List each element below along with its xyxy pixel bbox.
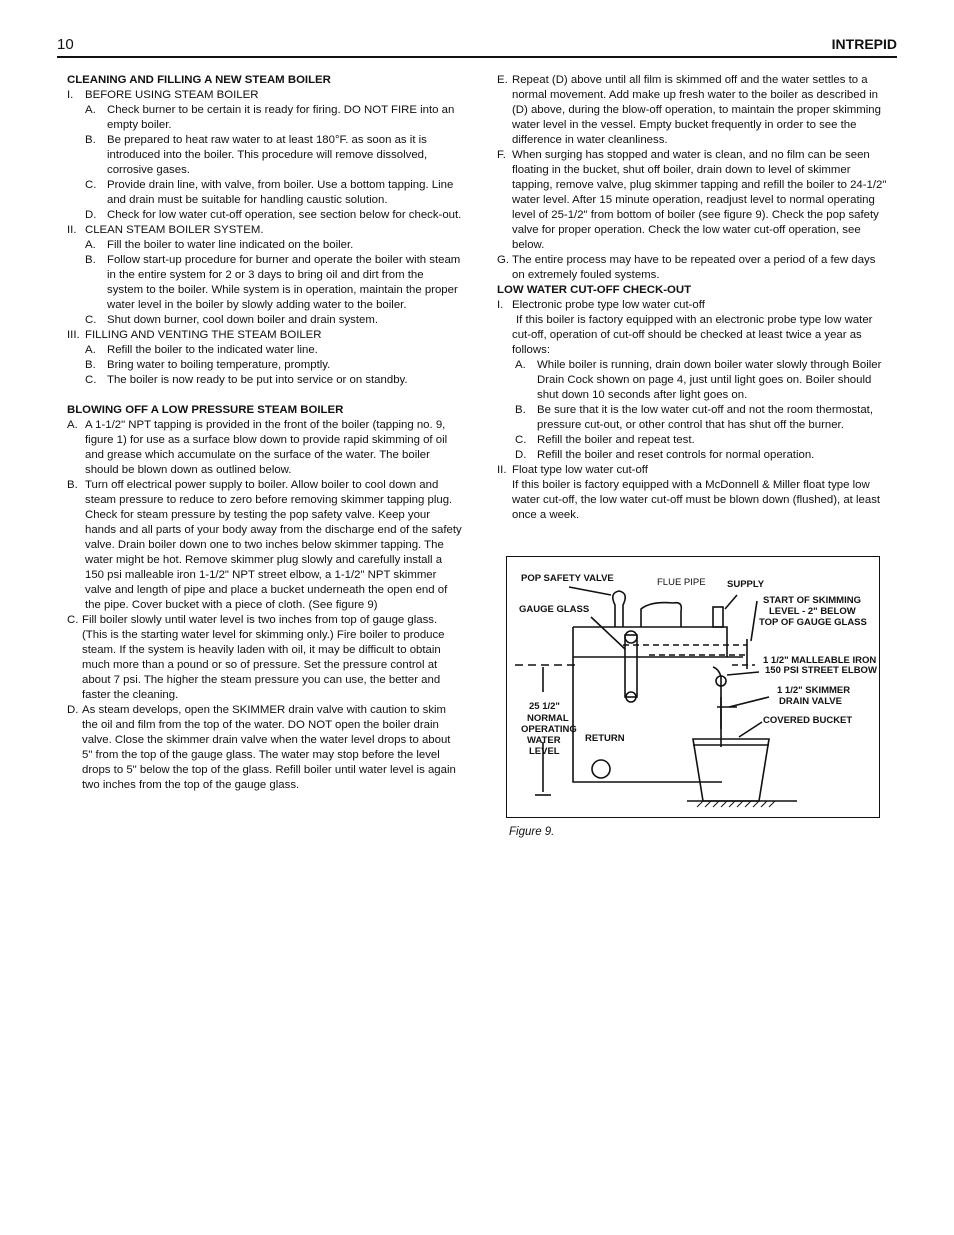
label-level-2: NORMAL	[527, 713, 569, 724]
gauge-glass-top	[625, 631, 637, 643]
spacer	[67, 388, 462, 403]
list-text: When surging has stopped and water is clean, and no film can be seen floating in the bucket, shut off boiler, drain down to level of skimmer tapping, remove valve, plug skimmer tapping and refill the boiler to 24-1/2" water level. After 15 minute operation, readjust level to normal operating level of 25-1/2" from bottom of boiler (see figure 9). Check the pop safety valve for proper operation. Check the low water cut-off operation, see below.	[512, 149, 887, 251]
list-text: Check burner to be certain it is ready for firing. DO NOT FIRE into an empty boiler.	[107, 104, 455, 131]
list-marker: B.	[85, 134, 96, 146]
list-text: Be prepared to heat raw water to at least 180°F. as soon as it is introduced into the boiler. This procedure will remove dissolved, corrosive gases.	[107, 134, 428, 176]
list-text: Refill the boiler to the indicated water line.	[107, 344, 318, 356]
list-marker: D.	[515, 449, 527, 461]
list-text: Refill the boiler and repeat test.	[537, 434, 695, 446]
list-item	[67, 313, 462, 328]
list-item	[67, 223, 462, 238]
section-heading-cleaning: CLEANING AND FILLING A NEW STEAM BOILER	[67, 74, 331, 86]
list-text: Float type low water cut-off	[512, 464, 648, 476]
list-text: Shut down burner, cool down boiler and drain system.	[107, 314, 378, 326]
right-column	[497, 73, 889, 523]
label-valve-1: 1 1/2" SKIMMER	[777, 685, 851, 696]
label-valve-2: DRAIN VALVE	[779, 696, 842, 707]
list-item	[497, 403, 889, 433]
page-header	[57, 36, 897, 58]
list-item	[497, 433, 889, 448]
leader-bucket	[739, 722, 762, 737]
list-item	[497, 448, 889, 463]
list-text: As steam develops, open the SKIMMER drain valve with caution to skim the oil and film from the top of the water. DO NOT open the boiler drain valve. Close the skimmer drain valve when the water level drops to about 5" from the top of the gauge glass. The water may stop before the level drops to 5" below the top of the glass. Refill boiler until water level is again two inches from the top of the gauge glass.	[82, 704, 456, 791]
list-marker: A.	[85, 344, 96, 356]
label-level-5: LEVEL	[529, 746, 560, 757]
list-marker: D.	[67, 704, 79, 716]
leader-safety-valve	[569, 587, 611, 595]
page-number: 10	[57, 36, 74, 53]
list-text: CLEAN STEAM BOILER SYSTEM.	[85, 224, 264, 236]
label-elbow-2: 150 PSI STREET ELBOW	[765, 665, 877, 676]
list-item	[67, 373, 462, 388]
list-item	[497, 148, 889, 253]
list-item	[67, 343, 462, 358]
list-text: Check for low water cut-off operation, see section below for check-out.	[107, 209, 462, 221]
list-marker: D.	[85, 209, 97, 221]
list-text: Be sure that it is the low water cut-off and not the room thermostat, pressure cut-out, or other control that has shut off the burner.	[537, 404, 873, 431]
list-text: The boiler is now ready to be put into service or on standby.	[107, 374, 408, 386]
list-text: FILLING AND VENTING THE STEAM BOILER	[85, 329, 322, 341]
leader-supply	[725, 595, 737, 609]
label-flue-pipe: FLUE PIPE	[657, 577, 706, 588]
label-pop-safety-valve: POP SAFETY VALVE	[521, 573, 614, 584]
list-text: Provide drain line, with valve, from boiler. Use a bottom tapping. Line and drain must be suitable for handling caustic solution.	[107, 179, 454, 206]
list-text: Turn off electrical power supply to boiler. Allow boiler to cool down and steam pressure to reduce to zero before removing skimmer tapping plug. Check for steam pressure by testing the pop safety valve. Keep your hands and all parts of your body away from the discharge end of the safety valve. Drain boiler down one to two inches below skimmer tapping. The water might be hot. Remove skimmer plug slowly and carefully install a 150 psi malleable iron 1-1/2" NPT street elbow, a 1-1/2" NPT skimmer valve and length of pipe and place a bucket underneath the open end of the pipe. Cover bucket with a piece of cloth. (See figure 9)	[85, 479, 462, 611]
section-heading-low-water: LOW WATER CUT-OFF CHECK-OUT	[497, 284, 692, 296]
safety-valve-shape	[613, 591, 626, 627]
list-text: Electronic probe type low water cut-off	[512, 299, 705, 311]
list-text: Fill the boiler to water line indicated on the boiler.	[107, 239, 354, 251]
list-item	[67, 253, 462, 313]
list-marker: E.	[497, 74, 508, 86]
list-marker: III.	[67, 329, 80, 341]
list-item	[67, 238, 462, 253]
list-marker: C.	[85, 374, 97, 386]
list-text: Repeat (D) above until all film is skimmed off and the water settles to a normal movement. Add make up fresh water to the boiler as described in (D) above, during the blow-off operation, to maintain the proper skimming water level in the vessel. Empty bucket frequently in order to see the difference in water cleanliness.	[512, 74, 881, 146]
list-marker: G.	[497, 254, 510, 266]
list-marker: II.	[497, 464, 507, 476]
list-item	[497, 358, 889, 403]
figure-9-diagram	[506, 556, 880, 818]
list-item	[67, 178, 462, 208]
list-item	[67, 88, 462, 103]
label-skimming-1: START OF SKIMMING	[763, 595, 861, 606]
paragraph	[497, 313, 889, 358]
list-item	[67, 613, 462, 703]
list-text: Follow start-up procedure for burner and operate the boiler with steam in the entire system for 2 or 3 days to bring oil and dirt from the system to the boiler. While system is in operation, maintain the proper water level in the boiler by slowly adding water to the boiler.	[107, 254, 461, 311]
list-text: Refill the boiler and reset controls for normal operation.	[537, 449, 815, 461]
list-item	[497, 298, 889, 313]
list-text: Bring water to boiling temperature, promptly.	[107, 359, 331, 371]
list-text: The entire process may have to be repeated over a period of a few days on extremely fouled systems.	[512, 254, 876, 281]
flue-pipe-shape	[641, 603, 681, 627]
list-marker: A.	[67, 419, 78, 431]
list-item	[497, 253, 889, 283]
list-item	[497, 463, 889, 478]
list-marker: C.	[85, 314, 97, 326]
list-marker: A.	[85, 104, 96, 116]
return-pipe	[592, 760, 610, 778]
brand-name: INTREPID	[831, 36, 897, 52]
label-level-1: 25 1/2"	[529, 701, 560, 712]
list-item	[67, 418, 462, 478]
list-marker: I.	[497, 299, 504, 311]
leader-skimming-level	[751, 601, 757, 641]
list-marker: II.	[67, 224, 77, 236]
list-marker: A.	[515, 359, 526, 371]
boiler-skimming-diagram	[507, 557, 881, 819]
list-item	[67, 103, 462, 133]
list-item	[67, 358, 462, 373]
label-covered-bucket: COVERED BUCKET	[763, 715, 853, 726]
list-marker: C.	[67, 614, 79, 626]
list-item	[67, 478, 462, 613]
label-supply: SUPPLY	[727, 579, 765, 590]
list-marker: B.	[85, 359, 96, 371]
list-marker: C.	[85, 179, 97, 191]
list-text: BEFORE USING STEAM BOILER	[85, 89, 259, 101]
ground-hatching	[697, 801, 775, 807]
list-text: While boiler is running, drain down boiler water slowly through Boiler Drain Cock shown on page 4, just until light goes on. Boiler should shut down 10 seconds after light goes on.	[537, 359, 882, 401]
paragraph-text: If this boiler is factory equipped with an electronic probe type low water cut-off, operation of cut-off should be checked at least twice a year as follows:	[512, 314, 873, 356]
leader-gauge-glass	[591, 617, 625, 649]
paragraph-text: If this boiler is factory equipped with a McDonnell & Miller float type low water cut-off, the low water cut-off must be blown down (flushed), at least once a week.	[512, 479, 881, 521]
leader-skimmer-valve	[729, 697, 769, 707]
list-text: Fill boiler slowly until water level is two inches from top of gauge glass. (This is the starting water level for skimming only.) Fire boiler to produce steam. If the system is heavily laden with oil, it may be difficult to obtain much more than a pound or so of pressure. Set the pressure control at about 7 psi. The higher the steam pressure you can use, the better and faster the cleaning.	[82, 614, 445, 701]
label-skimming-2: LEVEL - 2" BELOW	[769, 606, 856, 617]
label-return: RETURN	[585, 733, 625, 744]
figure-caption: Figure 9.	[509, 826, 555, 838]
label-level-3: OPERATING	[521, 724, 577, 735]
list-marker: I.	[67, 89, 74, 101]
label-gauge-glass: GAUGE GLASS	[519, 604, 590, 615]
left-column	[67, 73, 462, 793]
list-marker: B.	[85, 254, 96, 266]
section-heading-blowing-off: BLOWING OFF A LOW PRESSURE STEAM BOILER	[67, 404, 344, 416]
supply-pipe	[713, 607, 723, 627]
list-marker: B.	[67, 479, 78, 491]
list-item	[497, 73, 889, 148]
list-item	[67, 703, 462, 793]
list-marker: A.	[85, 239, 96, 251]
list-item	[67, 133, 462, 178]
list-item	[67, 328, 462, 343]
label-skimming-3: TOP OF GAUGE GLASS	[759, 617, 867, 628]
label-level-4: WATER	[527, 735, 561, 746]
boiler-outline	[573, 627, 727, 782]
label-elbow-1: 1 1/2" MALLEABLE IRON	[763, 655, 877, 666]
list-marker: C.	[515, 434, 527, 446]
list-item	[67, 208, 462, 223]
list-marker: F.	[497, 149, 506, 161]
leader-elbow	[727, 672, 759, 675]
paragraph	[497, 478, 889, 523]
covered-bucket-shape	[693, 739, 769, 801]
list-text: A 1-1/2" NPT tapping is provided in the front of the boiler (tapping no. 9, figure 1) for use as a surface blow down to provide rapid skimming of oil and grease which accumulate on the surface of the water. The boiler should be blown down as outlined below.	[85, 419, 448, 476]
list-marker: B.	[515, 404, 526, 416]
